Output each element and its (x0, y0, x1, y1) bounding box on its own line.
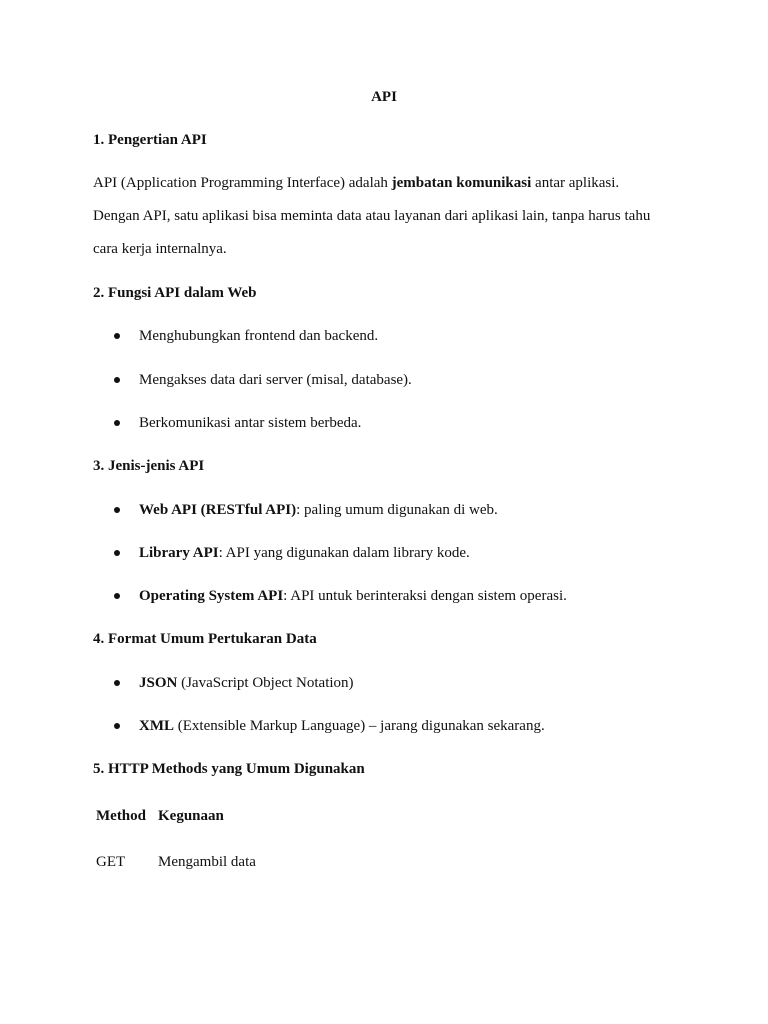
section-3-item-1-term: Web API (RESTful API) (139, 502, 297, 518)
bullet-icon (114, 550, 120, 556)
section-4-heading: 4. Format Umum Pertukaran Data (93, 631, 317, 647)
section-4-item-2-desc: (Extensible Markup Language) – jarang digunakan sekarang. (174, 718, 545, 734)
table-cell-method: GET (96, 854, 126, 870)
document-title: API (371, 89, 397, 105)
bullet-icon (114, 723, 120, 729)
section-3-item-3-term: Operating System API (139, 588, 284, 604)
section-1-line-1-post: antar aplikasi. (531, 175, 620, 191)
bullet-icon (114, 507, 120, 513)
section-3-item-3 (139, 586, 567, 606)
table-cell-kegunaan: Mengambil data (158, 854, 256, 870)
table-header-method: Method (96, 808, 146, 824)
section-4-item-2 (139, 716, 545, 736)
section-1-line-3: cara kerja internalnya. (93, 241, 227, 257)
section-3-item-2 (139, 543, 470, 563)
section-1-line-2: Dengan API, satu aplikasi bisa meminta data atau layanan dari aplikasi lain, tanpa harus tahu (93, 208, 651, 224)
section-3-item-2-desc: : API yang digunakan dalam library kode. (218, 545, 470, 561)
section-1-line-1 (93, 173, 619, 193)
section-3-item-1 (139, 500, 498, 520)
section-1-line-1-bold: jembatan komunikasi (391, 175, 532, 191)
bullet-icon (114, 333, 120, 339)
section-2-heading: 2. Fungsi API dalam Web (93, 285, 257, 301)
section-3-heading: 3. Jenis-jenis API (93, 458, 205, 474)
section-3-item-2-term: Library API (139, 545, 219, 561)
bullet-icon (114, 377, 120, 383)
section-4-item-1 (139, 673, 354, 693)
table-header-kegunaan: Kegunaan (158, 808, 224, 824)
section-2-item-1: Menghubungkan frontend dan backend. (139, 328, 379, 344)
section-4-item-2-term: XML (139, 718, 174, 734)
section-2-item-3: Berkomunikasi antar sistem berbeda. (139, 415, 362, 431)
section-3-item-1-desc: : paling umum digunakan di web. (296, 502, 498, 518)
section-5-heading: 5. HTTP Methods yang Umum Digunakan (93, 761, 365, 777)
bullet-icon (114, 593, 120, 599)
section-3-item-3-desc: : API untuk berinteraksi dengan sistem operasi. (283, 588, 567, 604)
section-1-line-1-pre: API (Application Programming Interface) adalah (93, 175, 392, 191)
section-4-item-1-term: JSON (139, 675, 178, 691)
bullet-icon (114, 680, 120, 686)
section-4-item-1-desc: (JavaScript Object Notation) (177, 675, 354, 691)
section-1-heading: 1. Pengertian API (93, 132, 207, 148)
bullet-icon (114, 420, 120, 426)
section-2-item-2: Mengakses data dari server (misal, database). (139, 372, 412, 388)
